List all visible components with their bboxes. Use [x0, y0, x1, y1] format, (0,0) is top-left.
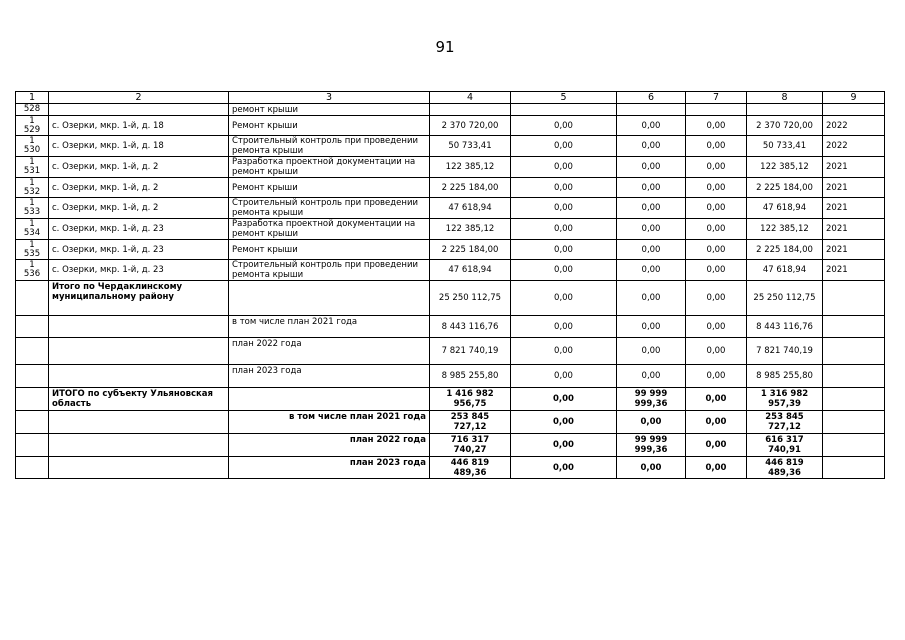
value-cell: 0,00: [617, 219, 686, 240]
empty-cell: [823, 434, 885, 457]
address-cell: с. Озерки, мкр. 1-й, д. 2: [49, 178, 229, 198]
plan-value: 446 819 489,36: [430, 457, 511, 479]
plan-value: 253 845 727,12: [430, 411, 511, 434]
plan-label: план 2022 года: [229, 434, 430, 457]
value-cell: 0,00: [617, 136, 686, 157]
table-row: [16, 198, 885, 219]
table-row: [16, 116, 885, 136]
plan-value: 0,00: [617, 316, 686, 338]
value-cell: 0,00: [686, 219, 747, 240]
value-cell: 0,00: [686, 116, 747, 136]
address-cell: с. Озерки, мкр. 1-й, д. 23: [49, 240, 229, 260]
empty-cell: [16, 365, 49, 388]
total-cost-cell: 47 618,94: [430, 260, 511, 281]
plan-value: 99 999 999,36: [617, 434, 686, 457]
value-cell: 0,00: [511, 198, 617, 219]
work-type-cell: Строительный контроль при проведении ремонта крыши: [229, 198, 430, 219]
empty-cell: [49, 338, 229, 365]
plan-value: 8 985 255,80: [430, 365, 511, 388]
year-cell: 2021: [823, 240, 885, 260]
column-header: 6: [617, 92, 686, 104]
empty-cell: [823, 281, 885, 316]
empty-cell: [823, 388, 885, 411]
empty-cell: [16, 338, 49, 365]
total-value: 0,00: [617, 281, 686, 316]
total-cost-cell: 2 225 184,00: [430, 178, 511, 198]
year-cell: 2021: [823, 219, 885, 240]
value-cell: 0,00: [511, 240, 617, 260]
plan-value: 0,00: [686, 411, 747, 434]
total-cost-cell: [430, 104, 511, 116]
year-cell: 2022: [823, 116, 885, 136]
column-header: 9: [823, 92, 885, 104]
plan-value: 0,00: [511, 457, 617, 479]
plan-value: 0,00: [617, 338, 686, 365]
table-row: [16, 104, 885, 116]
total-value: 0,00: [511, 281, 617, 316]
work-type-cell: Ремонт крыши: [229, 178, 430, 198]
row-number: 533: [23, 207, 41, 217]
row-number: 530: [23, 145, 41, 155]
address-cell: с. Озерки, мкр. 1-й, д. 2: [49, 157, 229, 178]
plan-value: 0,00: [511, 316, 617, 338]
total-label: ИТОГО по субъекту Ульяновская область: [49, 388, 229, 411]
value-cell: 0,00: [617, 157, 686, 178]
plan-value: 616 317 740,91: [747, 434, 823, 457]
value-cell: 0,00: [686, 178, 747, 198]
plan-value: 8 985 255,80: [747, 365, 823, 388]
total-cost-cell: 122 385,12: [430, 219, 511, 240]
value-cell: 0,00: [686, 157, 747, 178]
row-number-cell: [16, 116, 49, 136]
total-value: 0,00: [686, 388, 747, 411]
value-cell: 2 225 184,00: [747, 178, 823, 198]
row-number: 532: [23, 186, 41, 197]
total-row: [16, 388, 885, 411]
value-cell: [686, 104, 747, 116]
table-row: [16, 260, 885, 281]
plan-row: [16, 316, 885, 338]
address-cell: с. Озерки, мкр. 1-й, д. 18: [49, 116, 229, 136]
value-cell: 0,00: [511, 260, 617, 281]
row-number-prefix: 1: [29, 219, 35, 229]
total-value: 1 316 982 957,39: [747, 388, 823, 411]
empty-cell: [49, 316, 229, 338]
work-type-cell: Строительный контроль при проведении ремонта крыши: [229, 260, 430, 281]
value-cell: 0,00: [686, 136, 747, 157]
work-type-cell: Разработка проектной документации на ремонт крыши: [229, 219, 430, 240]
empty-cell: [823, 338, 885, 365]
year-cell: 2021: [823, 260, 885, 281]
table-row: [16, 240, 885, 260]
plan-value: 7 821 740,19: [747, 338, 823, 365]
plan-row: [16, 457, 885, 479]
value-cell: [747, 104, 823, 116]
empty-cell: [823, 316, 885, 338]
value-cell: 0,00: [511, 116, 617, 136]
column-header: 8: [747, 92, 823, 104]
plan-value: 0,00: [511, 411, 617, 434]
value-cell: 0,00: [511, 136, 617, 157]
plan-value: 716 317 740,27: [430, 434, 511, 457]
value-cell: 0,00: [686, 240, 747, 260]
plan-label: в том числе план 2021 года: [229, 411, 430, 434]
row-number-cell: [16, 104, 49, 116]
plan-value: 0,00: [686, 457, 747, 479]
plan-value: 8 443 116,76: [747, 316, 823, 338]
row-number-prefix: 1: [29, 239, 35, 250]
empty-cell: [16, 457, 49, 479]
empty-cell: [229, 281, 430, 316]
row-number: 528: [23, 104, 41, 114]
value-cell: 47 618,94: [747, 260, 823, 281]
plan-label: план 2023 года: [229, 457, 430, 479]
total-cost-cell: 50 733,41: [430, 136, 511, 157]
row-number-prefix: 1: [29, 157, 35, 167]
table-row: [16, 136, 885, 157]
header-row: [16, 92, 885, 104]
value-cell: 0,00: [617, 260, 686, 281]
address-cell: с. Озерки, мкр. 1-й, д. 18: [49, 136, 229, 157]
empty-cell: [16, 316, 49, 338]
plan-value: 0,00: [617, 457, 686, 479]
empty-cell: [49, 434, 229, 457]
address-cell: [49, 104, 229, 116]
year-cell: 2021: [823, 198, 885, 219]
total-value: 1 416 982 956,75: [430, 388, 511, 411]
total-value: 0,00: [511, 388, 617, 411]
value-cell: 0,00: [686, 260, 747, 281]
value-cell: 0,00: [686, 198, 747, 219]
row-number-cell: [16, 136, 49, 157]
table-row: [16, 157, 885, 178]
total-cost-cell: 47 618,94: [430, 198, 511, 219]
plan-row: [16, 434, 885, 457]
value-cell: 0,00: [617, 116, 686, 136]
plan-value: 0,00: [617, 365, 686, 388]
plan-value: 446 819 489,36: [747, 457, 823, 479]
total-value: 0,00: [686, 281, 747, 316]
row-number-prefix: 1: [29, 198, 35, 208]
row-number-prefix: 1: [29, 177, 35, 188]
work-type-cell: Ремонт крыши: [229, 240, 430, 260]
plan-value: 7 821 740,19: [430, 338, 511, 365]
empty-cell: [823, 457, 885, 479]
row-number: 529: [23, 124, 41, 135]
table-body: [16, 92, 885, 479]
empty-cell: [49, 457, 229, 479]
total-value: 25 250 112,75: [430, 281, 511, 316]
plan-value: 0,00: [511, 338, 617, 365]
row-number-cell: [16, 178, 49, 198]
value-cell: [617, 104, 686, 116]
plan-value: 0,00: [686, 434, 747, 457]
plan-value: 0,00: [686, 316, 747, 338]
total-cost-cell: 2 225 184,00: [430, 240, 511, 260]
row-number-prefix: 1: [29, 115, 35, 126]
plan-value: 0,00: [511, 365, 617, 388]
value-cell: 0,00: [617, 240, 686, 260]
row-number-cell: [16, 240, 49, 260]
plan-value: 0,00: [617, 411, 686, 434]
value-cell: 0,00: [511, 157, 617, 178]
total-value: 99 999 999,36: [617, 388, 686, 411]
plan-value: 8 443 116,76: [430, 316, 511, 338]
plan-value: 0,00: [686, 365, 747, 388]
address-cell: с. Озерки, мкр. 1-й, д. 2: [49, 198, 229, 219]
row-number: 531: [23, 166, 41, 176]
year-cell: [823, 104, 885, 116]
work-type-cell: ремонт крыши: [229, 104, 430, 116]
row-number: 534: [23, 228, 41, 238]
value-cell: 2 225 184,00: [747, 240, 823, 260]
column-header: 4: [430, 92, 511, 104]
row-number: 535: [23, 248, 41, 259]
year-cell: 2021: [823, 178, 885, 198]
plan-value: 0,00: [511, 434, 617, 457]
row-number-prefix: 1: [29, 260, 35, 270]
table-row: [16, 219, 885, 240]
plan-row: [16, 338, 885, 365]
column-header: 2: [49, 92, 229, 104]
total-row: [16, 281, 885, 316]
table-row: [16, 178, 885, 198]
row-number-cell: [16, 198, 49, 219]
value-cell: 0,00: [511, 178, 617, 198]
work-type-cell: Ремонт крыши: [229, 116, 430, 136]
address-cell: с. Озерки, мкр. 1-й, д. 23: [49, 260, 229, 281]
address-cell: с. Озерки, мкр. 1-й, д. 23: [49, 219, 229, 240]
plan-value: 0,00: [686, 338, 747, 365]
column-header: 3: [229, 92, 430, 104]
work-type-cell: Разработка проектной документации на ремонт крыши: [229, 157, 430, 178]
row-number-cell: [16, 157, 49, 178]
program-table: [15, 91, 885, 479]
plan-label: в том числе план 2021 года: [229, 316, 430, 338]
value-cell: 0,00: [511, 219, 617, 240]
total-cost-cell: 2 370 720,00: [430, 116, 511, 136]
row-number-cell: [16, 260, 49, 281]
empty-cell: [49, 365, 229, 388]
total-label: Итого по Чердаклинскому муниципальному району: [49, 281, 229, 316]
total-value: 25 250 112,75: [747, 281, 823, 316]
empty-cell: [823, 411, 885, 434]
row-number-cell: [16, 219, 49, 240]
empty-cell: [229, 388, 430, 411]
empty-cell: [16, 434, 49, 457]
plan-row: [16, 365, 885, 388]
column-header: 5: [511, 92, 617, 104]
empty-cell: [823, 365, 885, 388]
value-cell: 122 385,12: [747, 157, 823, 178]
empty-cell: [16, 411, 49, 434]
year-cell: 2022: [823, 136, 885, 157]
plan-row: [16, 411, 885, 434]
plan-label: план 2023 года: [229, 365, 430, 388]
value-cell: 47 618,94: [747, 198, 823, 219]
empty-cell: [16, 281, 49, 316]
row-number: 536: [23, 269, 41, 279]
value-cell: 0,00: [617, 178, 686, 198]
empty-cell: [49, 411, 229, 434]
value-cell: 50 733,41: [747, 136, 823, 157]
value-cell: [511, 104, 617, 116]
work-type-cell: Строительный контроль при проведении ремонта крыши: [229, 136, 430, 157]
plan-value: 253 845 727,12: [747, 411, 823, 434]
value-cell: 122 385,12: [747, 219, 823, 240]
value-cell: 0,00: [617, 198, 686, 219]
plan-label: план 2022 года: [229, 338, 430, 365]
value-cell: 2 370 720,00: [747, 116, 823, 136]
page-number: 91: [435, 38, 455, 56]
column-header: 1: [16, 92, 49, 104]
total-cost-cell: 122 385,12: [430, 157, 511, 178]
row-number-prefix: 1: [29, 136, 35, 146]
empty-cell: [16, 388, 49, 411]
year-cell: 2021: [823, 157, 885, 178]
column-header: 7: [686, 92, 747, 104]
